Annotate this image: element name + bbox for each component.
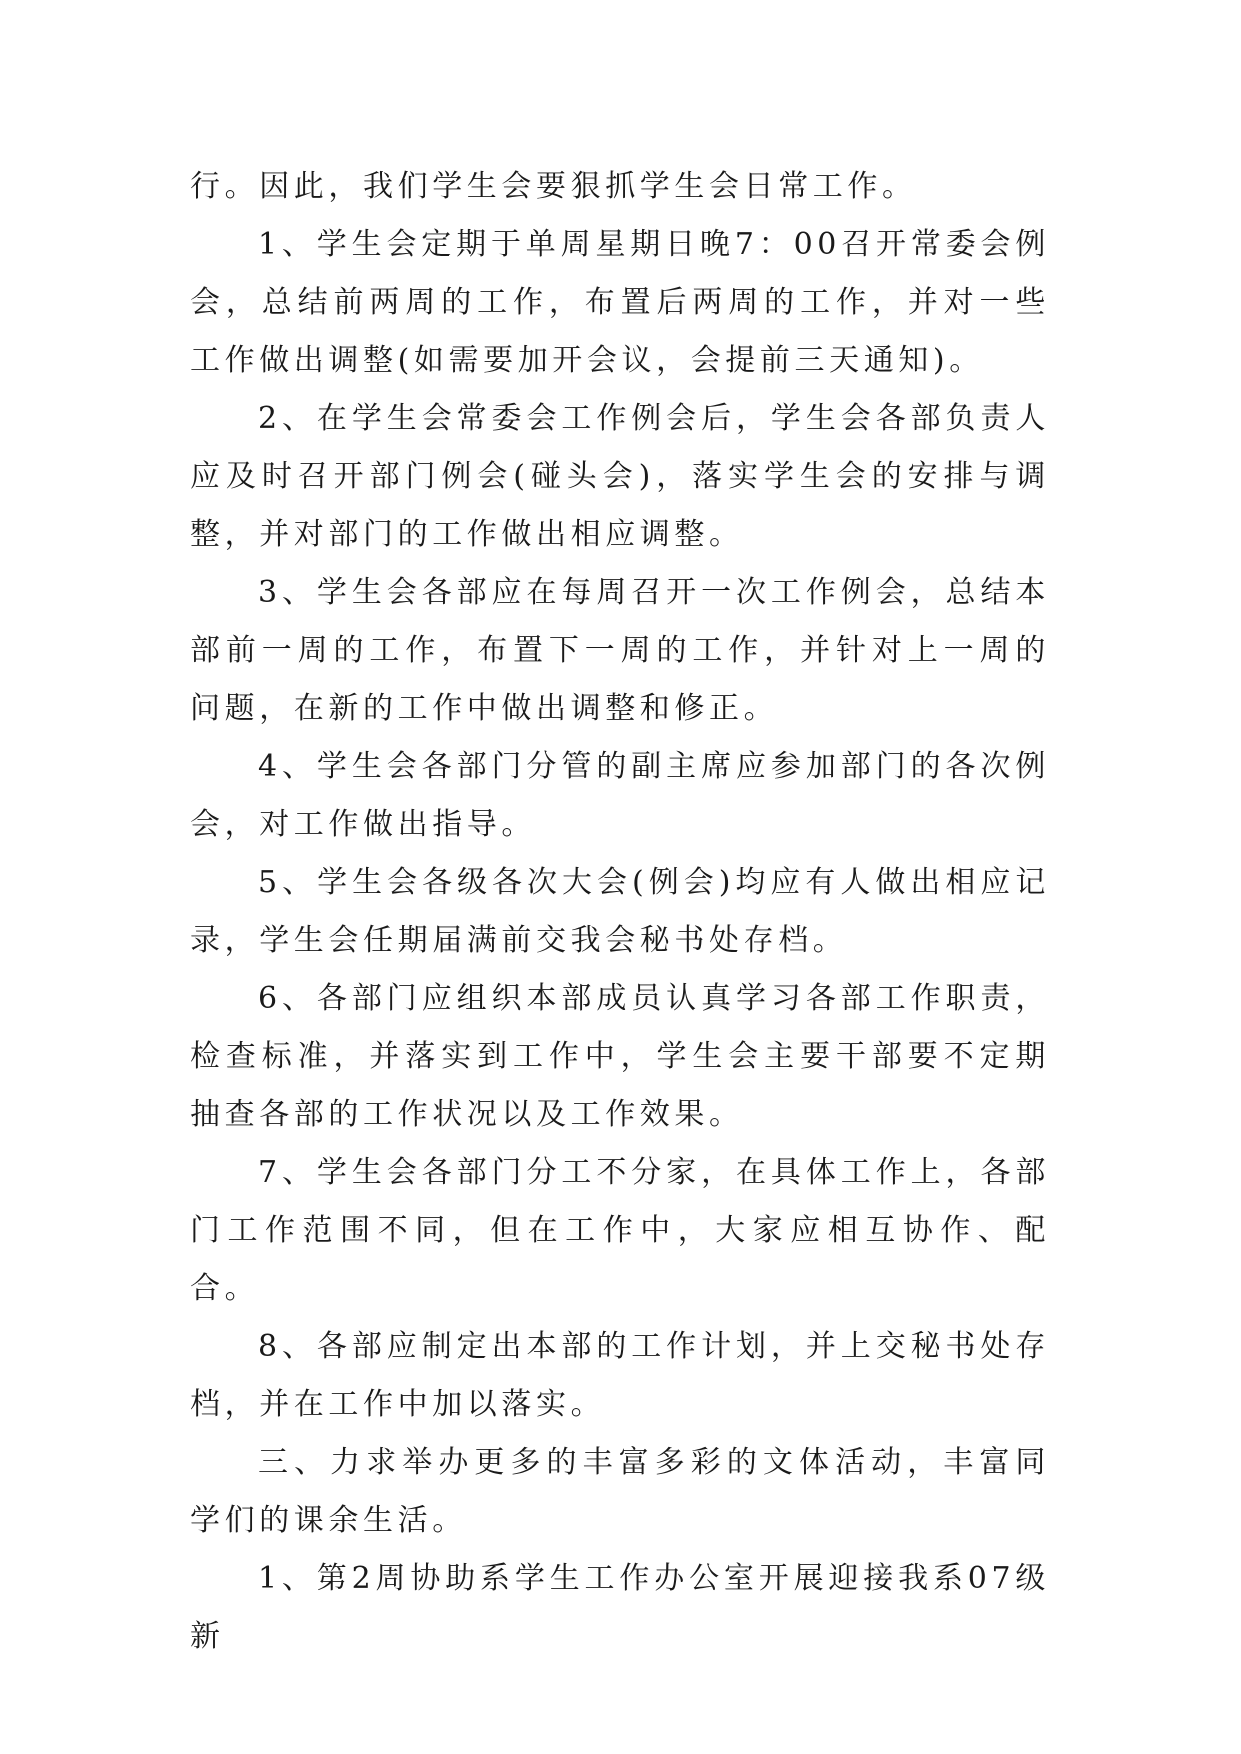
paragraph-item-8: 8、各部应制定出本部的工作计划，并上交秘书处存档，并在工作中加以落实。: [190, 1329, 1050, 1422]
paragraph-item-2: 2、在学生会常委会工作例会后，学生会各部负责人应及时召开部门例会(碰头会)，落实学生会的安排与调整，并对部门的工作做出相应调整。: [190, 401, 1050, 552]
paragraph-item-7: 7、学生会各部门分工不分家，在具体工作上，各部门工作范围不同，但在工作中，大家应相互协作、配合。: [190, 1155, 1050, 1306]
paragraph-item-1: 1、学生会定期于单周星期日晚7：00召开常委会例会，总结前两周的工作，布置后两周的工作，并对一些工作做出调整(如需要加开会议，会提前三天通知)。: [190, 227, 1050, 378]
paragraph-item-5: 5、学生会各级各次大会(例会)均应有人做出相应记录，学生会任期届满前交我会秘书处存档。: [190, 865, 1050, 958]
paragraph-item-3: 3、学生会各部应在每周召开一次工作例会，总结本部前一周的工作，布置下一周的工作，并针对上一周的问题，在新的工作中做出调整和修正。: [190, 575, 1050, 726]
paragraph-item-4: 4、学生会各部门分管的副主席应参加部门的各次例会，对工作做出指导。: [190, 749, 1050, 842]
section-heading-3: 三、力求举办更多的丰富多彩的文体活动，丰富同学们的课余生活。: [190, 1445, 1050, 1538]
document-body: [190, 158, 1050, 1666]
paragraph-item-3-1: 1、第2周协助系学生工作办公室开展迎接我系07级新: [190, 1561, 1050, 1654]
paragraph-continuation: 行。因此，我们学生会要狠抓学生会日常工作。: [190, 169, 917, 204]
paragraph-item-6: 6、各部门应组织本部成员认真学习各部工作职责，检查标准，并落实到工作中，学生会主要干部要不定期抽查各部的工作状况以及工作效果。: [190, 981, 1050, 1132]
